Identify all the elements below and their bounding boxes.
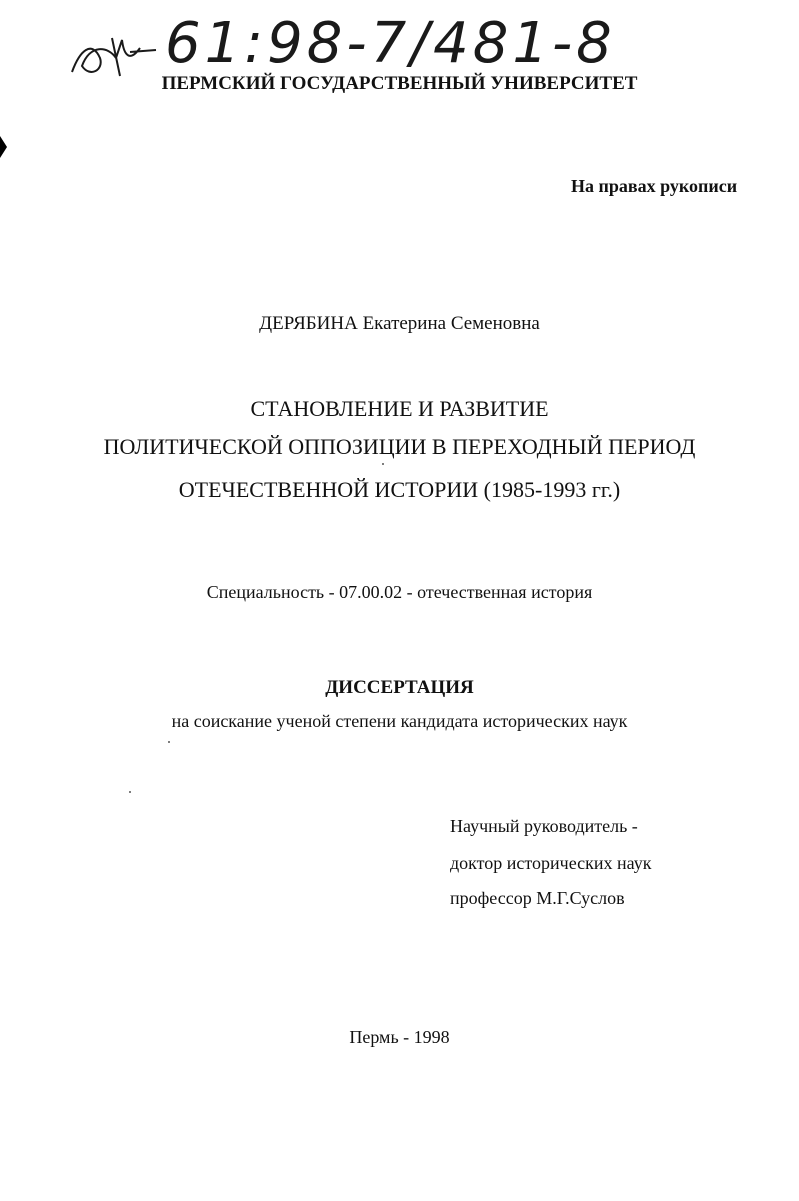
- scan-edge-mark: [0, 136, 7, 158]
- dissertation-purpose: на соискание ученой степени кандидата исторических наук: [171, 711, 628, 731]
- scan-speck: [168, 741, 170, 743]
- title-line-1: СТАНОВЛЕНИЕ И РАЗВИТИЕ: [250, 396, 549, 421]
- university-name: ПЕРМСКИЙ ГОСУДАРСТВЕННЫЙ УНИВЕРСИТЕТ: [161, 73, 638, 94]
- supervisor-role: Научный руководитель -: [450, 816, 638, 836]
- supervisor-name: профессор М.Г.Суслов: [450, 888, 625, 908]
- rights-note: На правах рукописи: [571, 176, 738, 196]
- scan-speck: [129, 791, 131, 793]
- scan-speck: [382, 463, 384, 465]
- specialty: Специальность - 07.00.02 - отечественная история: [206, 582, 593, 602]
- author-name: [0, 313, 799, 335]
- author-given-names: Екатерина Семеновна: [362, 313, 540, 334]
- title-line-3: ОТЕЧЕСТВЕННОЙ ИСТОРИИ (1985-1993 гг.): [178, 477, 621, 502]
- author-surname: ДЕРЯБИНА: [259, 313, 358, 334]
- supervisor-degree: доктор исторических наук: [450, 853, 652, 873]
- place-year: Пермь - 1998: [349, 1027, 450, 1047]
- title-line-2: ПОЛИТИЧЕСКОЙ ОППОЗИЦИИ В ПЕРЕХОДНЫЙ ПЕРИОД: [103, 434, 696, 459]
- dissertation-label: ДИССЕРТАЦИЯ: [325, 677, 474, 698]
- signature-scribble: [72, 38, 156, 76]
- archive-code-text: 61:98-7/481-8: [165, 11, 616, 76]
